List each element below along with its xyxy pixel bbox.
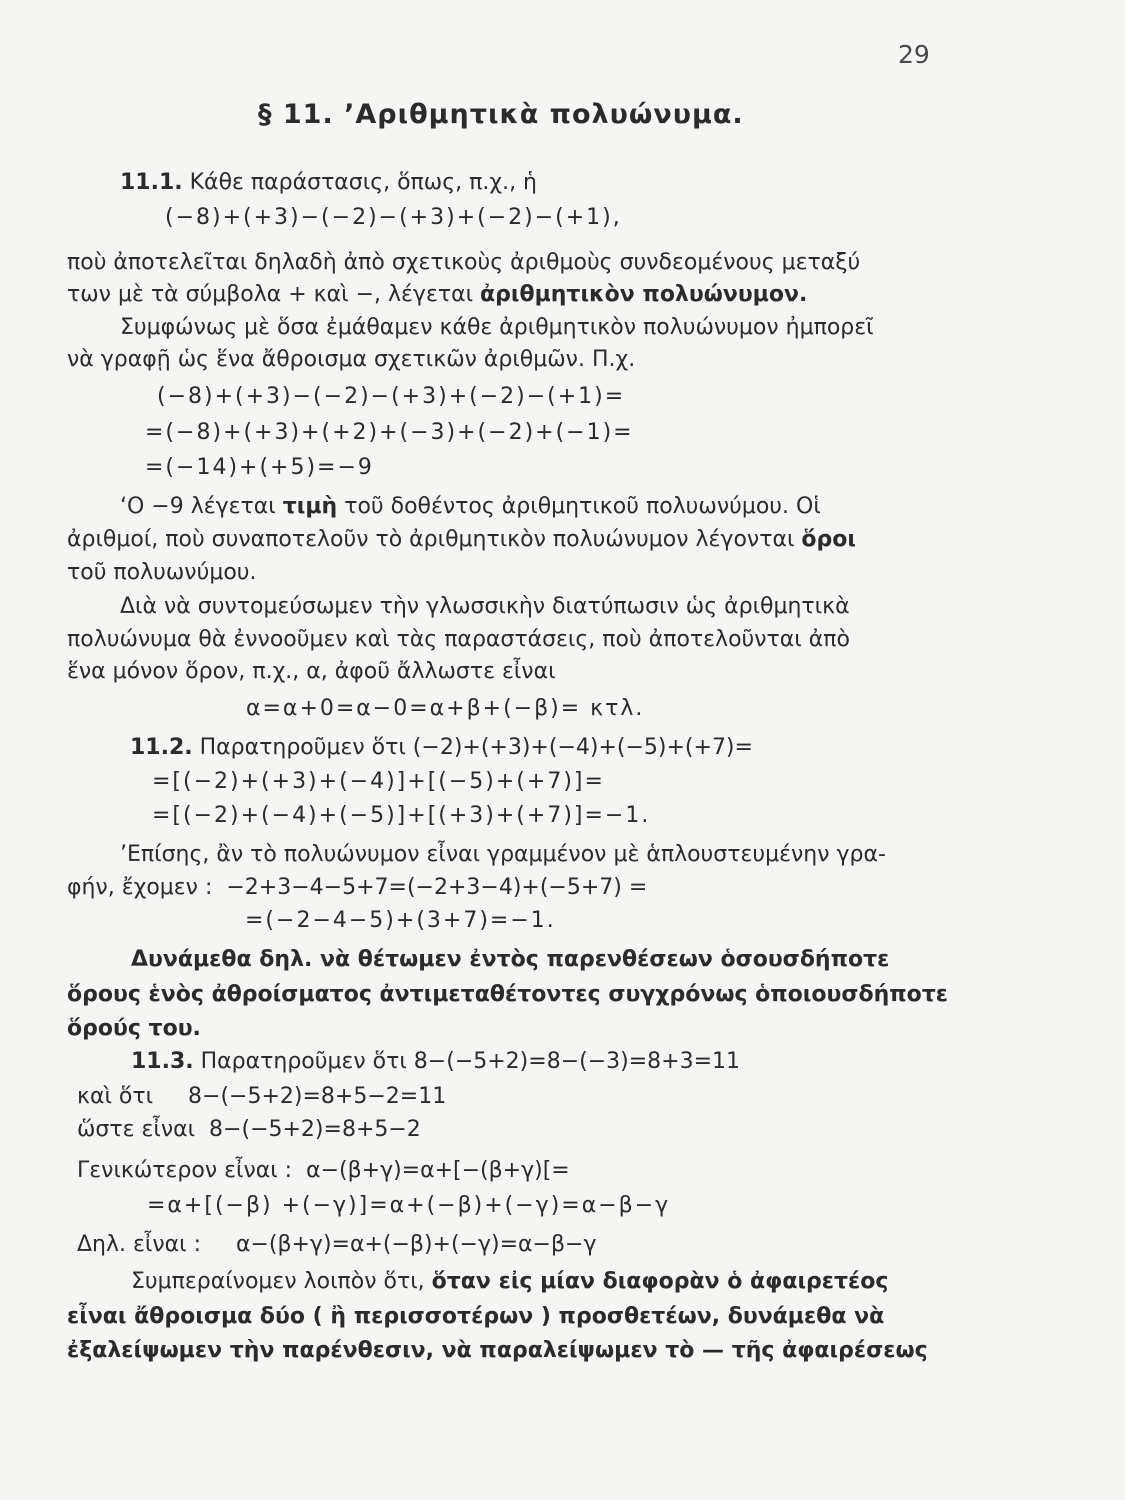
section-title: § 11. ’Αριθμητικὰ πολυώνυμα.: [258, 99, 744, 130]
text-line: τοῦ πολυωνύμου.: [67, 560, 257, 585]
bold-line: Δυνάμεθα δηλ. νὰ θέτωμεν ἐντὸς παρενθέσεων ὁσουσδήποτε: [131, 947, 890, 972]
equation-line: α=α+0=α−0=α+β+(−β)= κτλ.: [246, 696, 645, 721]
equation-line: =α+[(−β) +(−γ)]=α+(−β)+(−γ)=α−β−γ: [147, 1193, 671, 1218]
text-line: 11.2. Παρατηροῦμεν ὅτι (−2)+(+3)+(−4)+(−5)+(+7)=: [130, 735, 753, 760]
text-line: Διὰ νὰ συντομεύσωμεν τὴν γλωσσικὴν διατύπωσιν ὡς ἀριθμητικὰ: [120, 594, 850, 619]
text-line: ποὺ ἀποτελεῖται δηλαδὴ ἀπὸ σχετικοὺς ἀριθμοὺς συνδεομένους μεταξύ: [67, 250, 861, 275]
text-line: 11.3. Παρατηροῦμεν ὅτι 8−(−5+2)=8−(−3)=8+3=11: [131, 1049, 741, 1074]
equation-line: =(−8)+(+3)+(+2)+(−3)+(−2)+(−1)=: [145, 420, 634, 445]
text-line: ὥστε εἶναι 8−(−5+2)=8+5−2: [77, 1117, 421, 1142]
text-line: Δηλ. εἶναι : α−(β+γ)=α+(−β)+(−γ)=α−β−γ: [77, 1232, 597, 1257]
page-number: 29: [898, 40, 930, 69]
text-line: Γενικώτερον εἶναι : α−(β+γ)=α+[−(β+γ)[=: [77, 1158, 570, 1183]
equation-line: =(−14)+(+5)=−9: [145, 455, 374, 480]
equation-line: (−8)+(+3)−(−2)−(+3)+(−2)−(+1),: [165, 205, 622, 230]
bold-line: ὅρους ἑνὸς ἀθροίσματος ἀντιμεταθέτοντες συγχρόνως ὁποιουσδήποτε: [67, 982, 949, 1007]
text-line: καὶ ὅτι 8−(−5+2)=8+5−2=11: [77, 1084, 447, 1109]
bold-line: ὅρούς του.: [67, 1016, 201, 1041]
equation-line: =[(−2)+(−4)+(−5)]+[(+3)+(+7)]=−1.: [152, 803, 651, 828]
text-line: ἀριθμοί, ποὺ συναποτελοῦν τὸ ἀριθμητικὸν πολυώνυμον λέγονται ὅροι: [67, 527, 856, 552]
bold-line: εἶναι ἄθροισμα δύο ( ἢ περισσοτέρων ) προσθετέων, δυνάμεθα νὰ: [67, 1304, 885, 1329]
text-line: των μὲ τὰ σύμβολα + καὶ −, λέγεται ἀριθμητικὸν πολυώνυμον.: [67, 282, 808, 307]
text-line: ‘Ο −9 λέγεται τιμὴ τοῦ δοθέντος ἀριθμητικοῦ πολυωνύμου. Οἱ: [120, 494, 821, 519]
text-line: Συμφώνως μὲ ὅσα ἐμάθαμεν κάθε ἀριθμητικὸν πολυώνυμον ἠμπορεῖ: [120, 315, 874, 340]
text-line: ἕνα μόνον ὅρον, π.χ., α, ἀφοῦ ἄλλωστε εἶναι: [67, 659, 556, 684]
text-line: 11.1. Κάθε παράστασις, ὅπως, π.χ., ἡ: [120, 170, 537, 195]
text-line: Συμπεραίνομεν λοιπὸν ὅτι, ὅταν εἰς μίαν διαφορὰν ὁ ἀφαιρετέος: [131, 1269, 889, 1294]
equation-line: (−8)+(+3)−(−2)−(+3)+(−2)−(+1)=: [157, 384, 626, 409]
equation-line: =(−2−4−5)+(3+7)=−1.: [245, 908, 556, 933]
text-line: ’Επίσης, ἂν τὸ πολυώνυμον εἶναι γραμμένον μὲ ἁπλουστευμένην γρα-: [120, 842, 886, 867]
text-line: νὰ γραφῇ ὡς ἕνα ἄθροισμα σχετικῶν ἀριθμῶν. Π.χ.: [67, 347, 636, 372]
text-line: πολυώνυμα θὰ ἐννοοῦμεν καὶ τὰς παραστάσεις, ποὺ ἀποτελοῦνται ἀπὸ: [67, 627, 850, 652]
bold-line: ἐξαλείψωμεν τὴν παρένθεσιν, νὰ παραλείψωμεν τὸ — τῆς ἀφαιρέσεως: [67, 1338, 928, 1363]
text-line: φήν, ἔχομεν : −2+3−4−5+7=(−2+3−4)+(−5+7) =: [67, 875, 648, 900]
equation-line: =[(−2)+(+3)+(−4)]+[(−5)+(+7)]=: [152, 769, 605, 794]
